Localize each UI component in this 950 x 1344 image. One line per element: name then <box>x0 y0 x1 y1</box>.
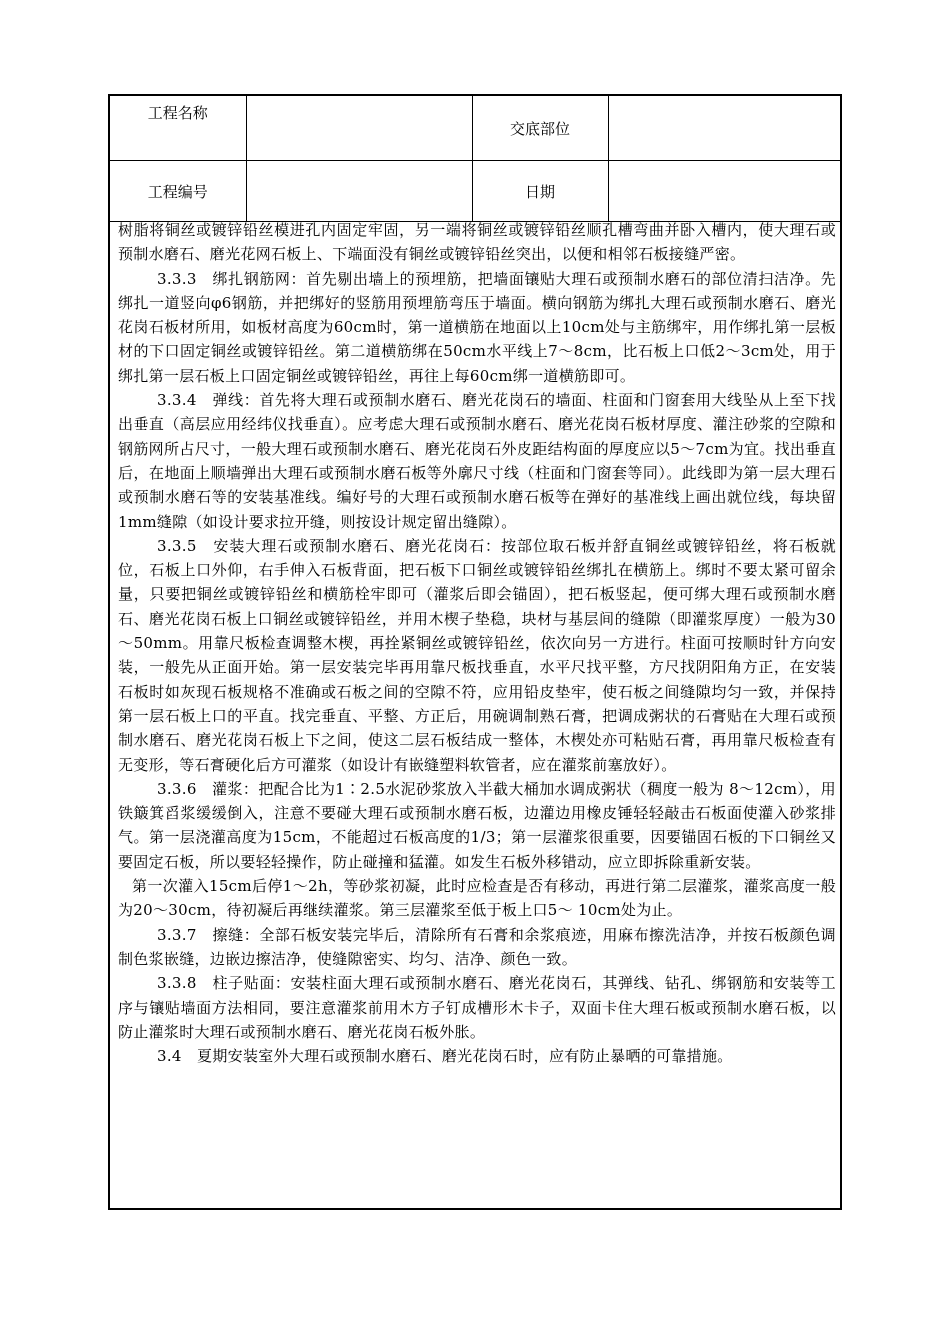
date-label: 日期 <box>472 161 608 222</box>
document-frame <box>108 94 842 1210</box>
paragraph-3-3-5: 3.3.5 安装大理石或预制水磨石、磨光花岗石：按部位取石板并舒直铜丝或镀锌铅丝，将石板就位，石板上口外仰，右手伸入石板背面，把石板下口铜丝或镀锌铅丝绑扎在横筋上。绑时不要太紧可留余量，只要把铜丝或镀锌铅丝和横筋栓牢即可（灌浆后即会锚固），把石板竖起，便可绑大理石或预制水磨石、磨光花岗石板上口铜丝或镀锌铅丝，并用木楔子垫稳，块材与基层间的缝隙（即灌浆厚度）一般为30～50mm。用靠尺板检查调整木楔，再拴紧铜丝或镀锌铅丝，依次向另一方进行。柱面可按顺时针方向安装，一般先从正面开始。第一层安装完毕再用靠尺板找垂直，水平尺找平整，方尺找阴阳角方正，在安装石板时如灰现石板规格不准确或石板之间的空隙不符，应用铅皮垫牢，使石板之间缝隙均匀一致，并保持第一层石板上口的平直。找完垂直、平整、方正后，用碗调制熟石膏，把调成粥状的石膏贴在大理石或预制水磨石、磨光花岗石板上下之间，使这二层石板结成一整体，木楔处亦可粘贴石膏，再用靠尺板检查有无变形，等石膏硬化后方可灌浆（如设计有嵌缝塑料软管者，应在灌浆前塞放好）。 <box>118 536 836 774</box>
project-name-label: 工程名称 <box>110 96 246 161</box>
paragraph-3-3-7: 3.3.7 擦缝：全部石板安装完毕后，清除所有石膏和余浆痕迹，用麻布擦洗洁净，并按石板颜色调制色浆嵌缝，边嵌边擦洁净，使缝隙密实、均匀、洁净、颜色一致。 <box>118 925 836 968</box>
paragraph-3-3-4: 3.3.4 弹线：首先将大理石或预制水磨石、磨光花岗石的墙面、柱面和门窗套用大线坠从上至下找出垂直（高层应用经纬仪找垂直）。应考虑大理石或预制水磨石、磨光花岗石板材厚度、灌注砂浆的空隙和钢筋网所占尺寸，一般大理石或预制水磨石、磨光花岗石外皮距结构面的厚度应以5～7cm为宜。找出垂直后，在地面上顺墙弹出大理石或预制水磨石板等外廓尺寸线（柱面和门窗套等同）。此线即为第一层大理石或预制水磨石等的安装基准线。编好号的大理石或预制水磨石板等在弹好的基准线上画出就位线，每块留1mm缝隙（如设计要求拉开缝，则按设计规定留出缝隙）。 <box>118 391 836 531</box>
body-text <box>118 218 836 1068</box>
paragraph-3-4: 3.4 夏期安装室外大理石或预制水磨石、磨光花岗石时，应有防止暴晒的可靠措施。 <box>157 1047 733 1066</box>
paragraph-3-3-6: 3.3.6 灌浆：把配合比为1∶2.5水泥砂浆放入半截大桶加水调成粥状（稠度一般为 8～12cm），用铁簸箕舀浆缓缓倒入，注意不要碰大理石或预制水磨石板，边灌边用橡皮锤轻轻敲击石板面使灌入砂浆排气。第一层浇灌高度为15cm，不能超过石板高度的1/3；第一层灌浆很重要，因要锚固石板的下口铜丝又要固定石板，所以要轻轻操作，防止碰撞和猛灌。如发生石板外移错动，应立即拆除重新安装。 <box>118 779 836 871</box>
paragraph-continuation: 树脂将铜丝或镀锌铅丝模进孔内固定牢固，另一端将铜丝或镀锌铅丝顺孔槽弯曲并卧入槽内，使大理石或预制水磨石、磨光花网石板上、下端面没有铜丝或镀锌铅丝突出，以便和相邻石板接缝严密。 <box>118 221 836 264</box>
header-table <box>110 96 840 222</box>
project-no-value <box>246 161 472 222</box>
date-value <box>608 161 840 222</box>
project-no-label: 工程编号 <box>110 161 246 222</box>
position-value <box>608 96 840 161</box>
paragraph-3-3-3: 3.3.3 绑扎钢筋网：首先剔出墙上的预埋筋，把墙面镶贴大理石或预制水磨石的部位清扫洁净。先绑扎一道竖向φ6钢筋，并把绑好的竖筋用预埋筋弯压于墙面。横向钢筋为绑扎大理石或预制水磨石、磨光花岗石板材所用，如板材高度为60cm时，第一道横筋在地面以上10cm处与主筋绑牢，用作绑扎第一层板材的下口固定铜丝或镀锌铅丝。第二道横筋绑在50cm水平线上7～8cm，比石板上口低2～3cm处，用于绑扎第一层石板上口固定铜丝或镀锌铅丝，再往上每60cm绑一道横筋即可。 <box>118 269 836 385</box>
project-name-value <box>246 96 472 161</box>
position-label: 交底部位 <box>472 96 608 161</box>
paragraph-grouting-note: 第一次灌入15cm后停1～2h，等砂浆初凝，此时应检查是否有移动，再进行第二层灌浆，灌浆高度一般为20～30cm，待初凝后再继续灌浆。第三层灌浆至低于板上口5～ 10cm处为止。 <box>118 877 836 920</box>
paragraph-3-3-8: 3.3.8 柱子贴面：安装柱面大理石或预制水磨石、磨光花岗石，其弹线、钻孔、绑钢筋和安装等工序与镶贴墙面方法相同，要注意灌浆前用木方子钉成槽形木卡子，双面卡住大理石板或预制水磨石板，以防止灌浆时大理石或预制水磨石、磨光花岗石板外胀。 <box>118 974 836 1041</box>
